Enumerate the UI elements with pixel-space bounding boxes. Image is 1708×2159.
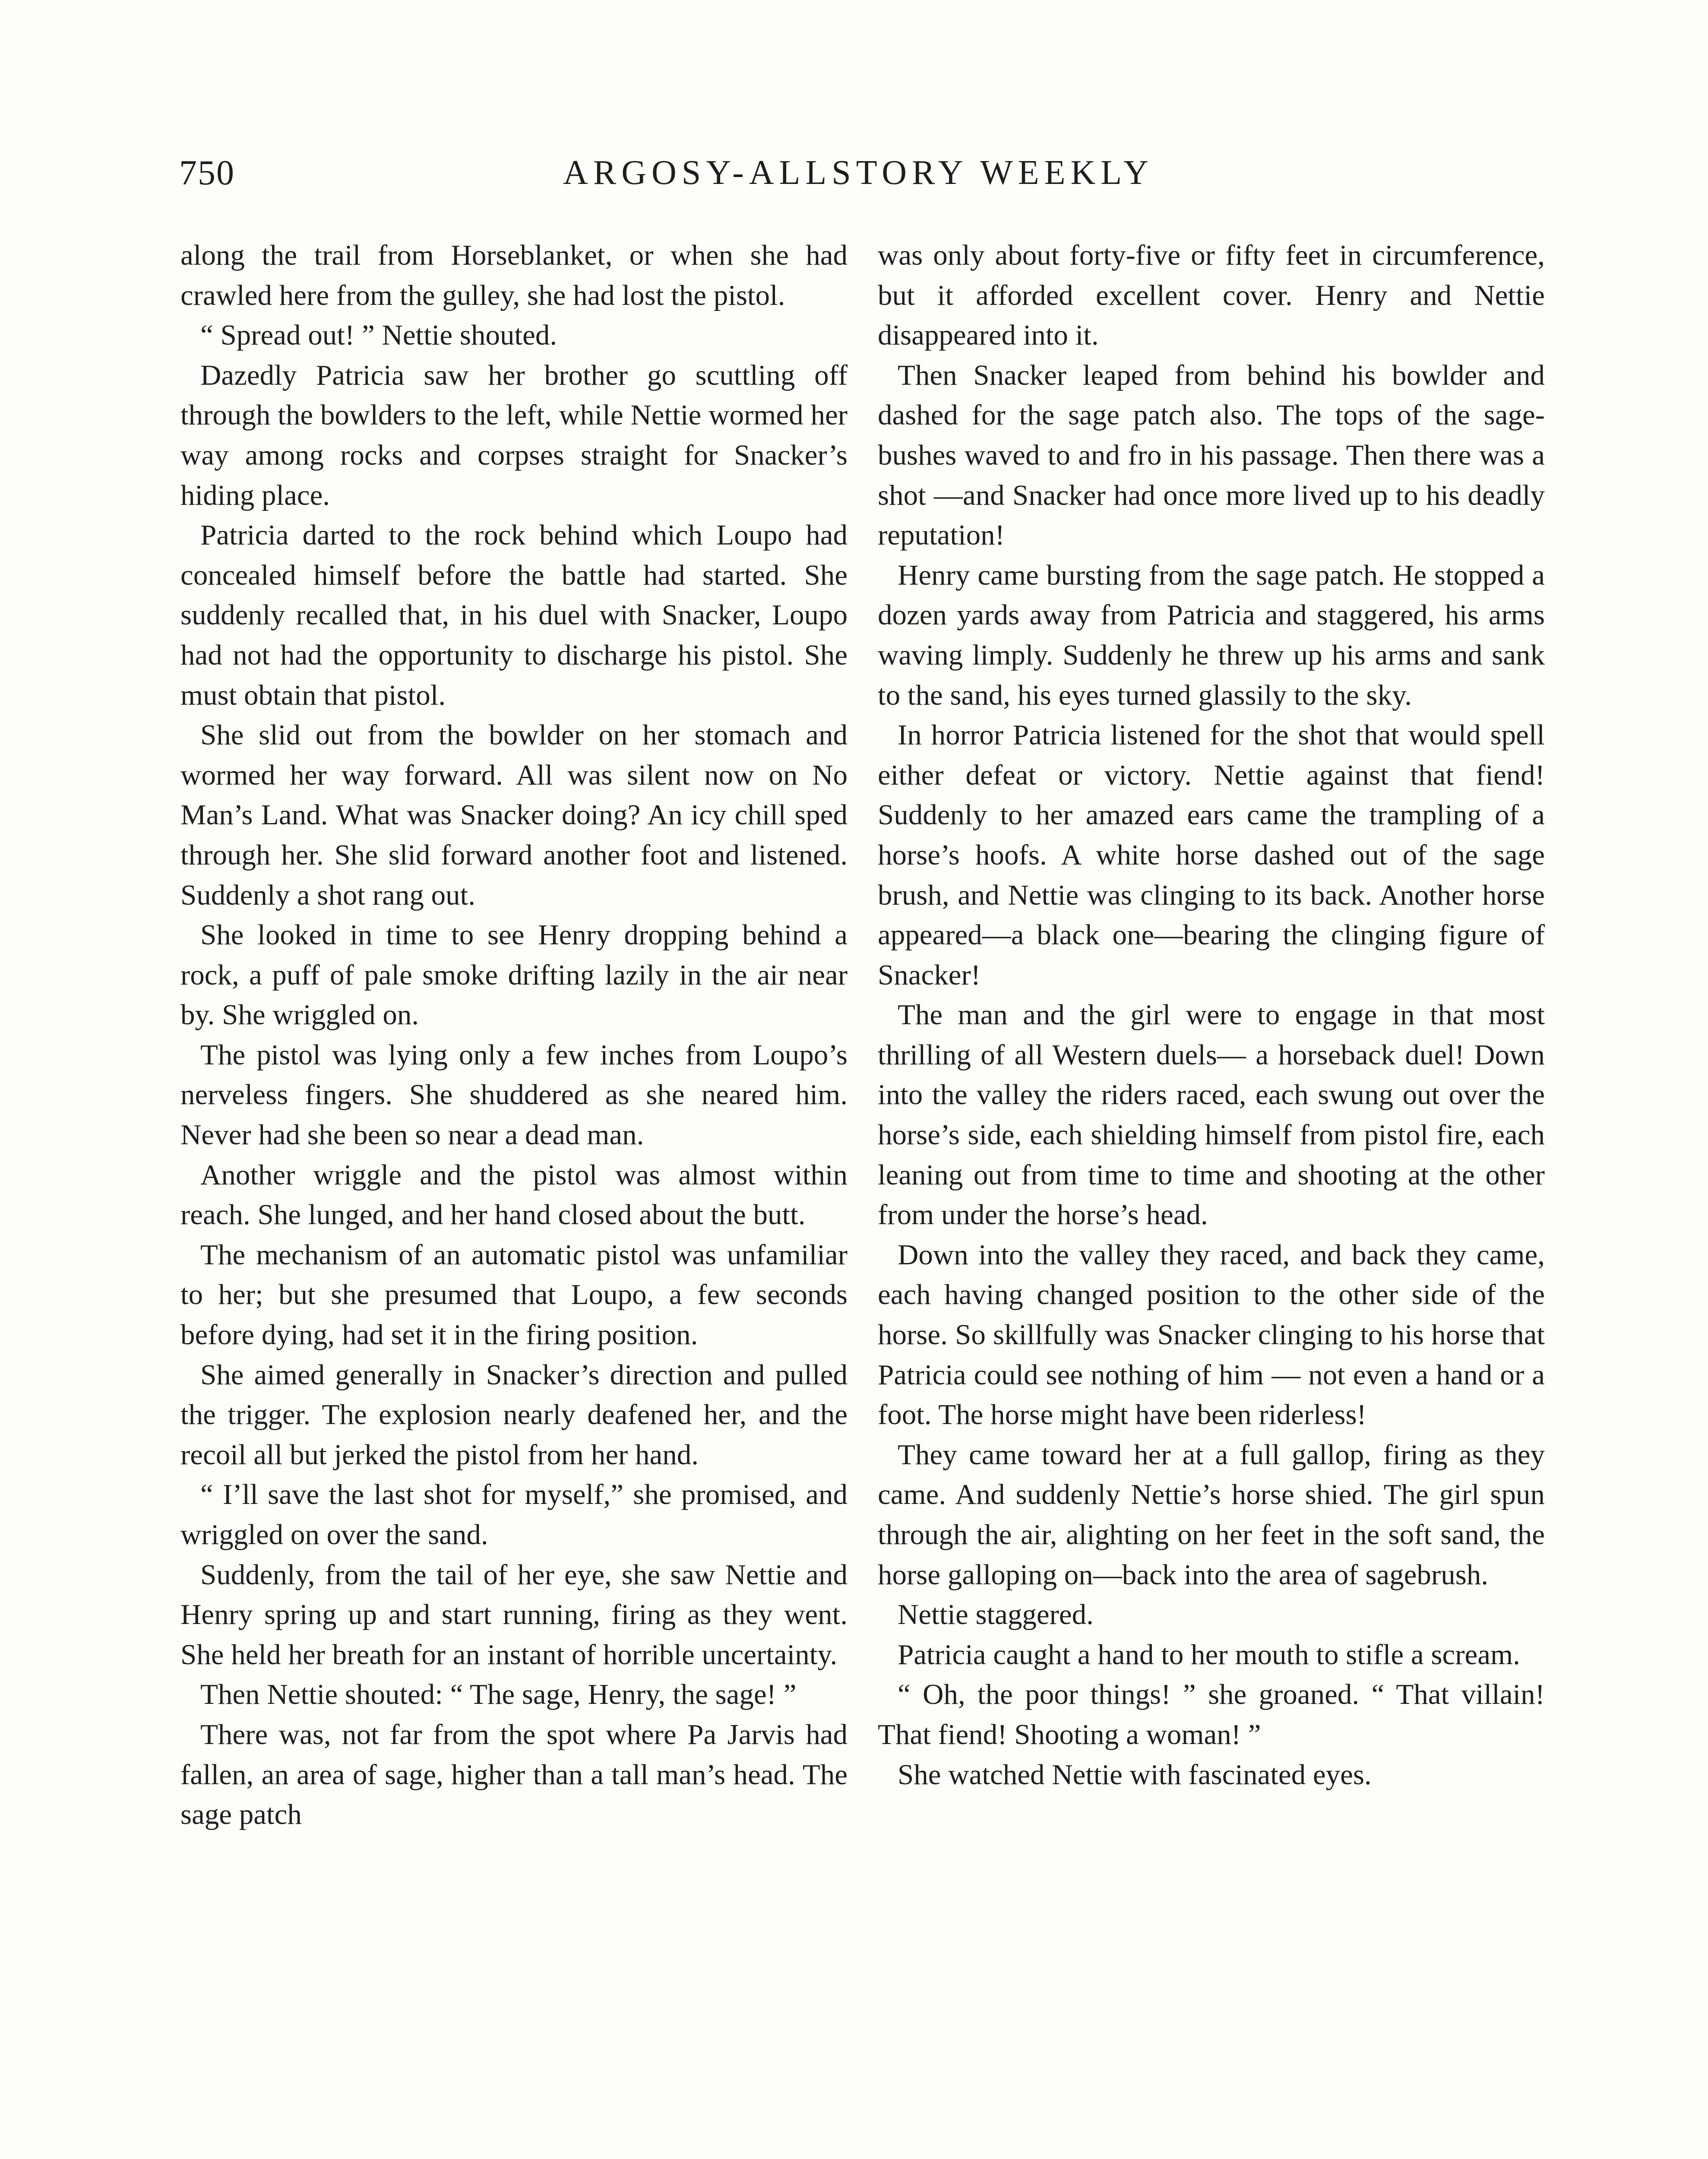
paragraph: Dazedly Patricia saw her brother go scuttling off through the bowlders to the left, while Nettie wormed her way among rocks and corpses straight for Snacker’s hiding place. <box>180 359 848 511</box>
paragraph: Another wriggle and the pistol was almost within reach. She lunged, and her hand closed about the butt. <box>180 1159 848 1231</box>
paragraph: They came toward her at a full gallop, firing as they came. And suddenly Nettie’s horse shied. The girl spun through the air, alighting on her feet in the soft sand, the horse galloping on—back into the area of sagebrush. <box>878 1438 1545 1591</box>
running-title: ARGOSY-ALLSTORY WEEKLY <box>563 154 1154 192</box>
paragraph: The man and the girl were to engage in that most thrilling of all Western duels— a horseback duel! Down into the valley the riders raced, each swung out over the horse’s side, each shielding himself from pistol fire, each leaning out from time to time and shooting at the other from under the horse’s head. <box>878 999 1545 1231</box>
paragraph: along the trail from Horseblanket, or when she had crawled here from the gulley, she had lost the pistol. <box>180 239 848 311</box>
paragraph: Suddenly, from the tail of her eye, she saw Nettie and Henry spring up and start running, firing as they went. She held her breath for an instant of horrible uncertainty. <box>180 1558 848 1671</box>
paragraph: Henry came bursting from the sage patch. He stopped a dozen yards away from Patricia and staggered, his arms waving limply. Suddenly he threw up his arms and sank to the sand, his eyes turned glassily to the sky. <box>878 559 1545 711</box>
paragraph: The pistol was lying only a few inches from Loupo’s nerveless fingers. She shuddered as she neared him. Never had she been so near a dead man. <box>180 1038 848 1151</box>
paragraph: “ I’ll save the last shot for myself,” she promised, and wriggled on over the sand. <box>180 1478 848 1551</box>
right-column <box>878 235 1545 1795</box>
paragraph: She looked in time to see Henry dropping behind a rock, a puff of pale smoke drifting lazily in the air near by. She wriggled on. <box>180 919 848 1031</box>
paragraph: Patricia caught a hand to her mouth to stifle a scream. <box>898 1638 1520 1671</box>
paragraph: She aimed generally in Snacker’s direction and pulled the trigger. The explosion nearly deafened her, and the recoil all but jerked the pistol from her hand. <box>180 1358 848 1471</box>
paragraph: “ Oh, the poor things! ” she groaned. “ That villain! That fiend! Shooting a woman! ” <box>878 1678 1545 1751</box>
paragraph: The mechanism of an automatic pistol was unfamiliar to her; but she presumed that Loupo, a few seconds before dying, had set it in the firing position. <box>180 1238 848 1351</box>
paragraph: In horror Patricia listened for the shot that would spell either defeat or victory. Nettie against that fiend! Suddenly to her amazed ears came the trampling of a horse’s hoofs. A white horse dashed out of the sage brush, and Nettie was clinging to its back. Another horse appeared—a black one—bearing the clinging figure of Snacker! <box>878 719 1545 991</box>
paragraph: There was, not far from the spot where Pa Jarvis had fallen, an area of sage, higher than a tall man’s head. The sage patch <box>180 1718 848 1831</box>
page-number: 750 <box>179 153 235 192</box>
paragraph: Nettie staggered. <box>898 1599 1094 1631</box>
left-column <box>180 235 848 1835</box>
paragraph: “ Spread out! ” Nettie shouted. <box>200 319 557 351</box>
paragraph: Then Snacker leaped from behind his bowlder and dashed for the sage patch also. The tops of the sage-bushes waved to and fro in his passage. Then there was a shot —and Snacker had once more lived up to his deadly reputation! <box>878 359 1545 551</box>
page-header <box>179 151 1537 199</box>
paragraph: Then Nettie shouted: “ The sage, Henry, the sage! ” <box>200 1678 797 1711</box>
paragraph: She slid out from the bowlder on her stomach and wormed her way forward. All was silent now on No Man’s Land. What was Snacker doing? An icy chill sped through her. She slid forward another foot and listened. Suddenly a shot rang out. <box>180 719 848 911</box>
paragraph: She watched Nettie with fascinated eyes. <box>898 1758 1372 1791</box>
paragraph: Patricia darted to the rock behind which Loupo had concealed himself before the battle had started. She suddenly recalled that, in his duel with Snacker, Loupo had not had the opportunity to discharge his pistol. She must obtain that pistol. <box>180 519 848 711</box>
paragraph: Down into the valley they raced, and back they came, each having changed position to the other side of the horse. So skillfully was Snacker clinging to his horse that Patricia could see nothing of him — not even a hand or a foot. The horse might have been riderless! <box>878 1238 1545 1431</box>
paragraph: was only about forty-five or fifty feet in circumference, but it afforded excellent cover. Henry and Nettie disappeared into it. <box>878 239 1545 351</box>
